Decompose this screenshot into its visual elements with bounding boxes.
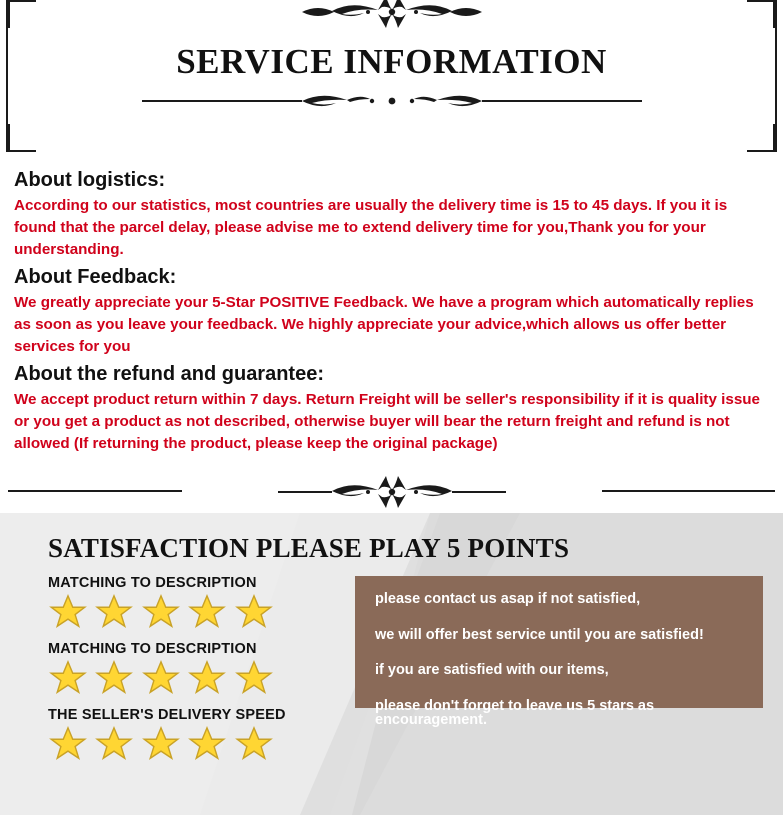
frame-corner-top-right	[747, 0, 775, 28]
star-icon	[141, 659, 181, 697]
star-icon	[48, 725, 88, 763]
star-icon	[234, 593, 274, 631]
section-body-feedback: We greatly appreciate your 5-Star POSITIVE Feedback. We have a program which automatically replies as soon as you leave your feedback. We highly appreciate your advice,which allows us offer better services for you	[14, 294, 754, 356]
page-title: SERVICE INFORMATION	[176, 42, 607, 81]
header-frame	[6, 0, 777, 152]
section-heading-feedback: About Feedback:	[14, 266, 177, 289]
star-icon	[187, 725, 227, 763]
star-icon	[94, 659, 134, 697]
star-icon	[234, 725, 274, 763]
section-divider	[0, 467, 783, 513]
flourish-ornament-under-title-icon	[132, 88, 652, 114]
rating-group-2	[48, 641, 276, 697]
rating-stars-2	[48, 659, 276, 697]
star-icon	[141, 593, 181, 631]
frame-corner-bottom-right	[747, 124, 775, 152]
section-heading-refund: About the refund and guarantee:	[14, 363, 324, 386]
rating-group-3	[48, 707, 286, 763]
contact-note-box	[355, 576, 763, 728]
note-line-1: please contact us asap if not satisfied,	[375, 591, 641, 607]
star-icon	[187, 593, 227, 631]
note-line-2: we will offer best service until you are satisfied!	[375, 626, 704, 643]
rating-label-1: MATCHING TO DESCRIPTION	[48, 575, 257, 592]
star-icon	[94, 593, 134, 631]
rating-label-2: MATCHING TO DESCRIPTION	[48, 641, 257, 658]
star-icon	[48, 659, 88, 697]
frame-corner-bottom-left	[8, 124, 36, 152]
flourish-ornament-top-icon	[182, 0, 602, 32]
star-icon	[94, 725, 134, 763]
star-icon	[141, 725, 181, 763]
rating-label-3: THE SELLER'S DELIVERY SPEED	[48, 707, 286, 724]
note-line-3: if you are satisfied with our items,	[375, 662, 609, 678]
frame-corner-top-left	[8, 0, 36, 28]
star-icon	[234, 659, 274, 697]
service-text-body	[0, 152, 783, 455]
section-heading-logistics: About logistics:	[14, 169, 166, 191]
star-icon	[187, 659, 227, 697]
section-body-refund: We accept product return within 7 days. Return Freight will be seller's responsibility if it is quality issue or you get a product as not described, otherwise buyer will bear the return freight and refund is not allowed (If returning the product, please keep the original package)	[14, 391, 760, 453]
rating-stars-3	[48, 725, 286, 763]
rating-stars-1	[48, 593, 276, 631]
note-line-4: please don't forget to leave us 5 stars as encouragement.	[375, 697, 655, 728]
section-body-logistics: According to our statistics, most countries are usually the delivery time is 15 to 45 days. If you it is found that the parcel delay, please advise me to extend delivery time for you,Thank you for your understanding.	[14, 197, 728, 259]
star-icon	[48, 593, 88, 631]
panel-title: SATISFACTION PLEASE PLAY 5 POINTS	[48, 533, 570, 564]
rating-group-1	[48, 575, 276, 631]
flourish-divider-ornament-icon	[182, 471, 602, 511]
